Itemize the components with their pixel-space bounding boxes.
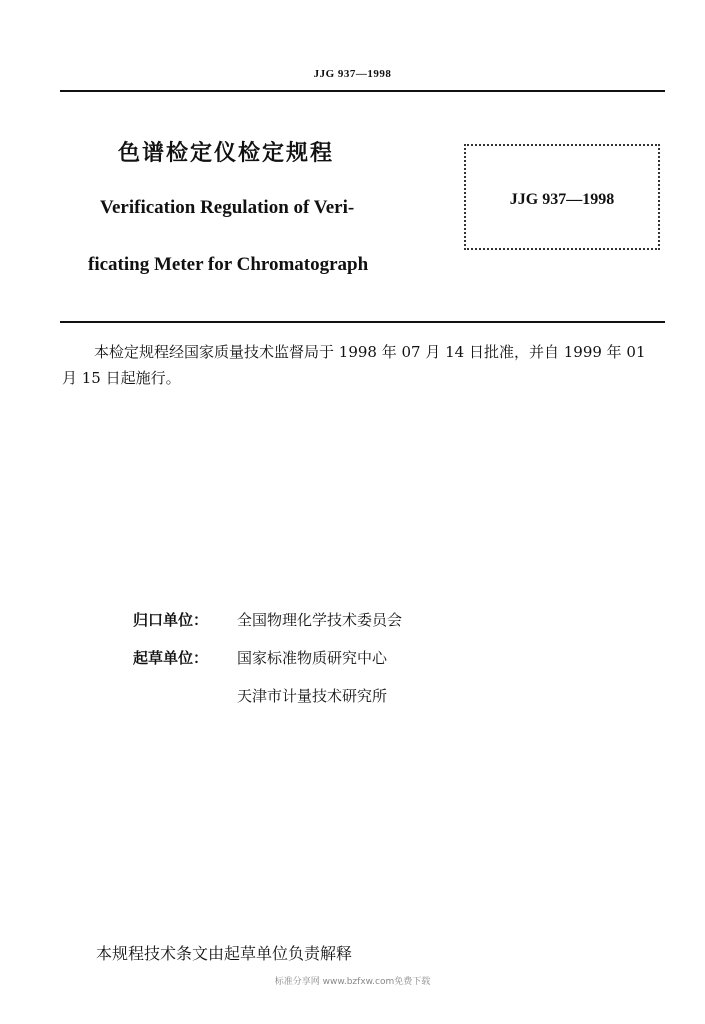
title-english-line2: ficating Meter for Chromatograph	[88, 254, 369, 275]
watermark-text: 标准分享网 www.bzfxw.com免费下载	[274, 977, 431, 987]
standard-code-box-text: JJG 937—1998	[509, 191, 615, 208]
title-english-line1: Verification Regulation of Veri-	[100, 197, 355, 218]
header-standard-code: JJG 937—1998	[313, 68, 392, 80]
responsible-unit-value: 全国物理化学技术委员会	[237, 611, 403, 629]
drafting-units-label: 起草单位：	[133, 649, 209, 667]
responsible-unit-label: 归口单位：	[133, 611, 209, 629]
approval-paragraph: 本检定规程经国家质量技术监督局于 1998 年 07 月 14 日批准，并自 1999 年 01 月 15 日起施行。	[62, 343, 646, 387]
top-divider	[60, 90, 665, 92]
standard-code-box	[464, 144, 660, 250]
interpretation-note: 本规程技术条文由起草单位负责解释	[96, 944, 353, 963]
middle-divider	[60, 321, 665, 323]
drafting-unit-1: 国家标准物质研究中心	[237, 649, 388, 667]
drafting-unit-2: 天津市计量技术研究所	[237, 687, 388, 705]
title-chinese: 色谱检定仪检定规程	[118, 141, 335, 166]
